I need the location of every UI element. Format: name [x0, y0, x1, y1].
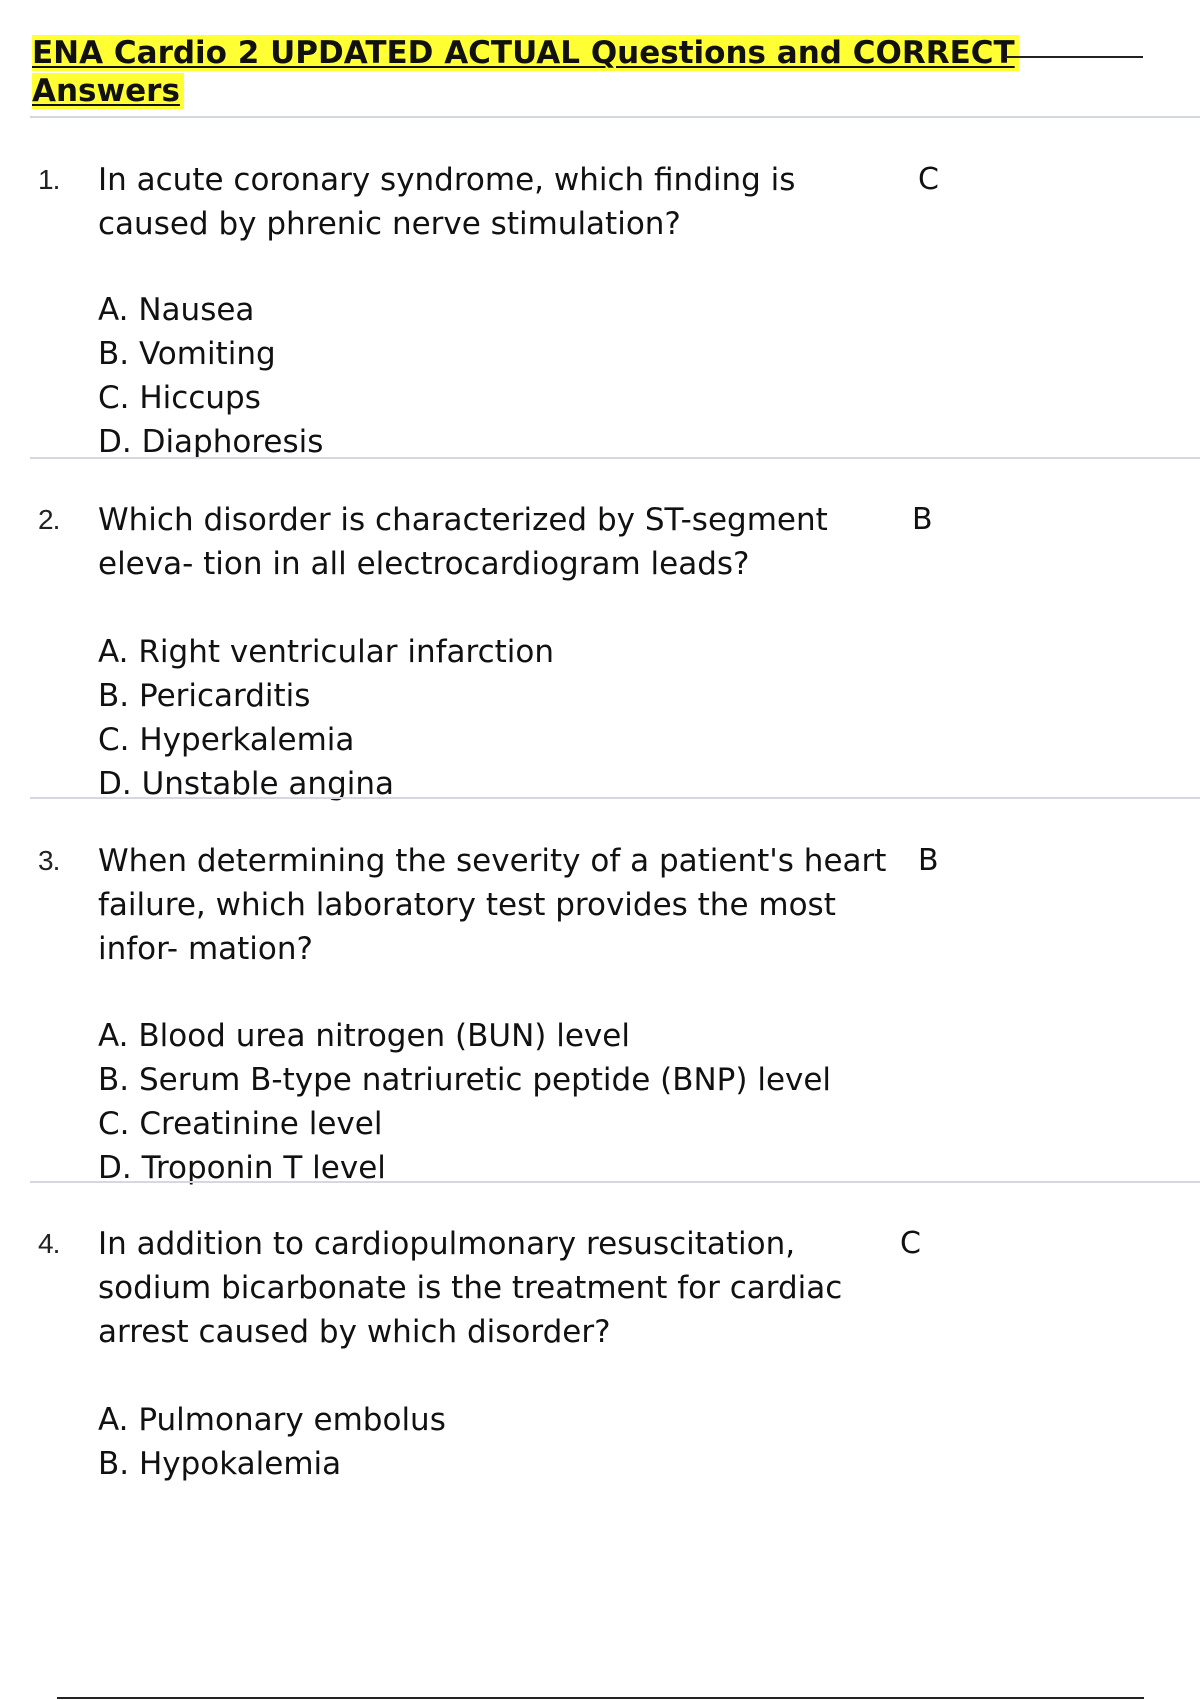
- answer-options: [98, 288, 323, 464]
- title-trailing-rule: [1005, 56, 1143, 58]
- option-a: A. Blood urea nitrogen (BUN) level: [98, 1018, 630, 1054]
- correct-answer: B: [912, 502, 933, 537]
- question-number: 3.: [38, 845, 60, 876]
- option-b: B. Serum B-type natriuretic peptide (BNP) level: [98, 1062, 832, 1098]
- question-text: When determining the severity of a patient's heart failure, which laboratory test provides the most infor- mation?: [98, 843, 887, 967]
- question-number: 1.: [38, 164, 60, 195]
- title-line-2: Answers: [32, 73, 184, 109]
- question-number: 2.: [38, 504, 60, 535]
- option-b: B. Pericarditis: [98, 678, 311, 714]
- question-text: Which disorder is characterized by ST-segment eleva- tion in all electrocardiogram leads?: [98, 502, 828, 582]
- correct-answer: C: [900, 1226, 921, 1261]
- document-title: [32, 34, 1142, 110]
- section-divider: [30, 797, 1200, 799]
- question-text: In acute coronary syndrome, which finding is caused by phrenic nerve stimulation?: [98, 162, 796, 242]
- option-b: B. Hypokalemia: [98, 1446, 342, 1482]
- question-number: 4.: [38, 1228, 60, 1259]
- section-divider: [30, 457, 1200, 459]
- answer-options: [98, 1014, 831, 1190]
- option-a: A. Right ventricular infarction: [98, 634, 554, 670]
- correct-answer: B: [918, 843, 939, 878]
- option-a: A. Nausea: [98, 292, 255, 328]
- section-divider: [30, 116, 1200, 118]
- answer-options: [98, 1398, 446, 1486]
- question-text: In addition to cardiopulmonary resuscitation, sodium bicarbonate is the treatment for cardiac arrest caused by which disorder?: [98, 1226, 843, 1350]
- option-b: B. Vomiting: [98, 336, 276, 372]
- option-d: D. Diaphoresis: [98, 424, 324, 460]
- answer-options: [98, 630, 554, 806]
- option-c: C. Hyperkalemia: [98, 722, 355, 758]
- title-text: [32, 35, 1019, 109]
- option-c: C. Hiccups: [98, 380, 261, 416]
- option-d: D. Unstable angina: [98, 766, 395, 802]
- footer-rule: [57, 1697, 1144, 1699]
- option-d: D. Troponin T level: [98, 1150, 386, 1186]
- correct-answer: C: [918, 162, 939, 197]
- option-c: C. Creatinine level: [98, 1106, 383, 1142]
- section-divider: [30, 1181, 1200, 1183]
- title-line-1: ENA Cardio 2 UPDATED ACTUAL Questions and CORRECT: [32, 35, 1019, 71]
- option-a: A. Pulmonary embolus: [98, 1402, 446, 1438]
